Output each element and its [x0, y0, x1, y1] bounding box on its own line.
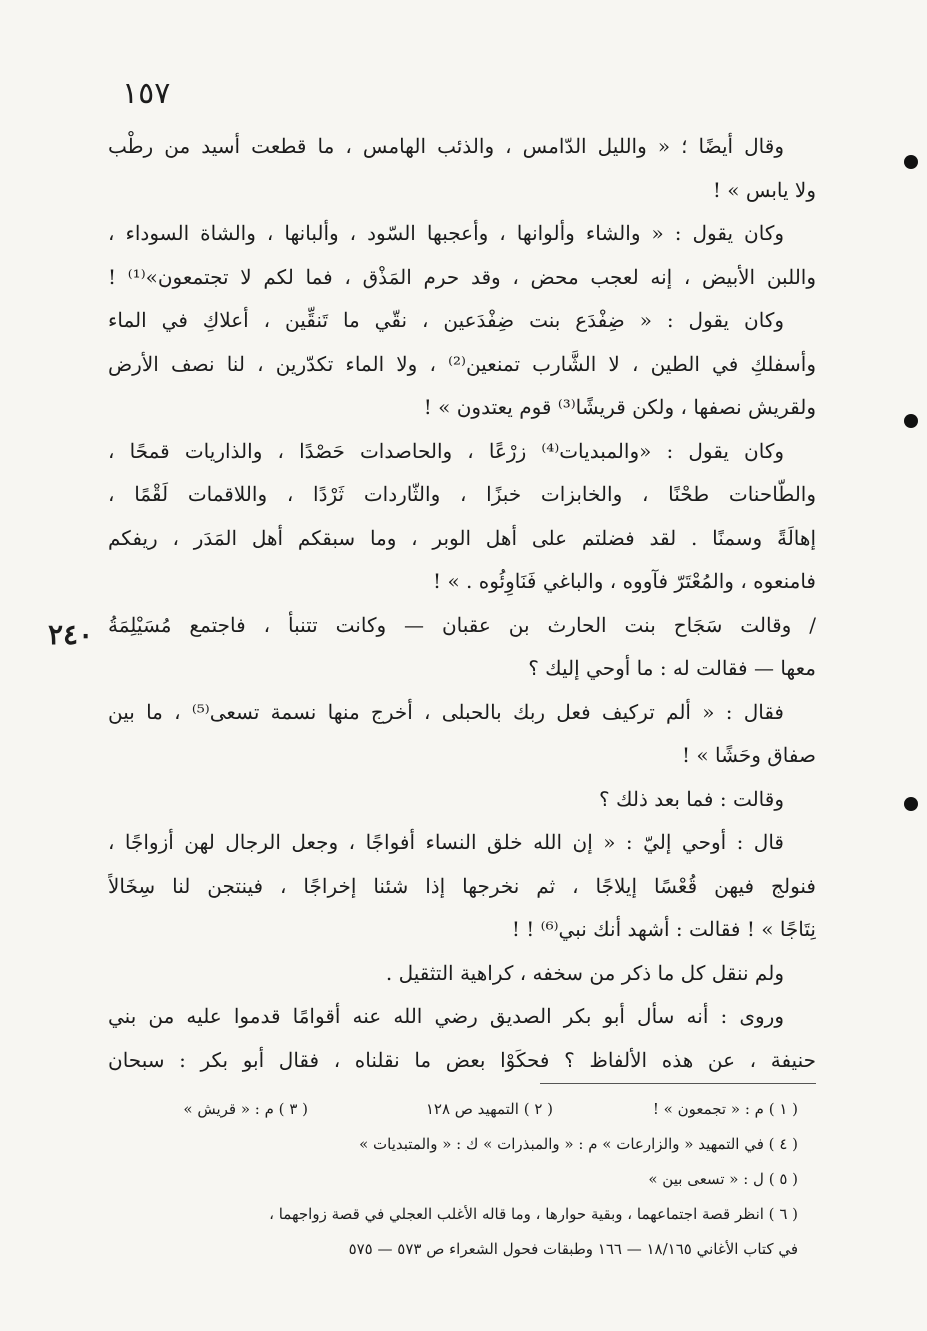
text-line: صفاق وحَشًا » !	[681, 743, 816, 767]
text-line: وقال أيضًا ؛ « والليل الدّامس ، والذئب الهامس ، ما قطعت أسيد من رطْب	[108, 134, 784, 158]
margin-dot-mark	[904, 797, 918, 811]
text-line: وأسفلكِ في الطين ، لا الشَّارب تمنعين⁽²⁾ ، ولا الماء تكدّرين ، لنا نصف الأرض	[108, 351, 816, 376]
footnote-1: ( ١ ) م : « تجمعون » !	[652, 1100, 798, 1118]
text-line: وروى : أنه سأل أبو بكر الصديق رضي الله عنه أقوامًا قدموا عليه من بني	[108, 1004, 784, 1028]
page-number: ١٥٧	[122, 76, 171, 111]
margin-dot-mark	[904, 414, 918, 428]
text-line: قال : أوحي إليّ : « إن الله خلق النساء أفواجًا ، وجعل الرجال لهن أزواجًا ،	[108, 830, 784, 854]
text-line: حنيفة ، عن هذه الألفاظ ؟ فحكَوْا بعض ما نقلناه ، فقال أبو بكر : سبحان	[108, 1047, 816, 1072]
text-line: واللبن الأبيض ، إنه لعجب محض ، وقد حرم المَذْق ، فما لكم لا تجتمعون»⁽¹⁾ !	[108, 264, 816, 289]
footnotes	[108, 1092, 798, 1267]
text-line: والطّاحنات طحْنًا ، والخابزات خبزًا ، والثّاردات ثَرْدًا ، واللاقمات لَقْمًا ،	[108, 482, 816, 506]
text-line: وكان يقول : «والمبديات⁽⁴⁾ زرْعًا ، والحاصدات حَصْدًا ، والذاريات قمحًا ،	[108, 438, 785, 463]
text-line: وقالت : فما بعد ذلك ؟	[599, 786, 784, 811]
footnote-6-line-2: في كتاب الأغاني ١٨/١٦٥ — ١٦٦ وطبقات فحول الشعراء ص ٥٧٣ — ٥٧٥	[348, 1240, 798, 1258]
text-line: إهالَةً وسمنًا . لقد فضلتم على أهل الوبر ، وما سبقكم أهل المَدَر ، ريفكم	[108, 525, 816, 550]
text-line: وكان يقول : « والشاء وألوانها ، وأعجبها السّود ، وألبانها ، والشاة السوداء ،	[108, 221, 784, 245]
text-line: فامنعوه ، والمُعْتَرّ فآووه ، والباغي فَنَاوِئُوه . » !	[433, 569, 816, 593]
text-line: ولقريش نصفها ، ولكن قريشًا⁽³⁾ قوم يعتدون » !	[423, 395, 816, 419]
footnote-5: ( ٥ ) ل : « تسعى بين »	[648, 1170, 798, 1188]
text-line: وكان يقول : « ضِفْدَع بنت ضِفْدَعين ، نقّي ما تَنقِّين ، أعلاكِ في الماء	[108, 308, 784, 332]
footnote-2: ( ٢ ) التمهيد ص ١٢٨	[425, 1100, 553, 1118]
text-line: فنولج فيهن قُعْسًا إيلاجًا ، ثم نخرجها إذا شئنا إخراجًا ، فينتجن لنا سِخَالاً	[108, 873, 816, 898]
text-line: نِتَاجًا » ! فقالت : أشهد أنك نبي⁽⁶⁾ ! !	[511, 917, 816, 941]
text-line: ولا يابس » !	[712, 177, 816, 202]
footnote-4: ( ٤ ) في التمهيد « والزارعات » م : « والمبذرات » ك : « والمتبديات »	[359, 1135, 798, 1153]
footnote-6-line-1: ( ٦ ) انظر قصة اجتماعهما ، وبقية حوارها ، وما قاله الأغلب العجلي في قصة زواجهما ،	[269, 1205, 798, 1223]
text-line: فقال : « ألم تركيف فعل ربك بالحبلى ، أخرج منها نسمة تسعى⁽⁵⁾ ، ما بين	[108, 699, 784, 724]
text-line: ولم ننقل كل ما ذكر من سخفه ، كراهية التثقيل .	[385, 960, 784, 985]
body-text	[108, 125, 816, 1082]
footnote-3: ( ٣ ) م : « قريش »	[183, 1100, 308, 1118]
footnote-row	[108, 1092, 798, 1127]
margin-page-marker: ٢٤٠	[48, 618, 94, 651]
text-line: معها — فقالت له : ما أوحي إليك ؟	[528, 656, 816, 680]
text-line: / وقالت سَجَاح بنت الحارث بن عقبان — وكانت تتنبأ ، فاجتمع مُسَيْلِمَةُ	[108, 612, 816, 637]
footnote-divider	[540, 1083, 816, 1084]
margin-dot-mark	[904, 155, 918, 169]
